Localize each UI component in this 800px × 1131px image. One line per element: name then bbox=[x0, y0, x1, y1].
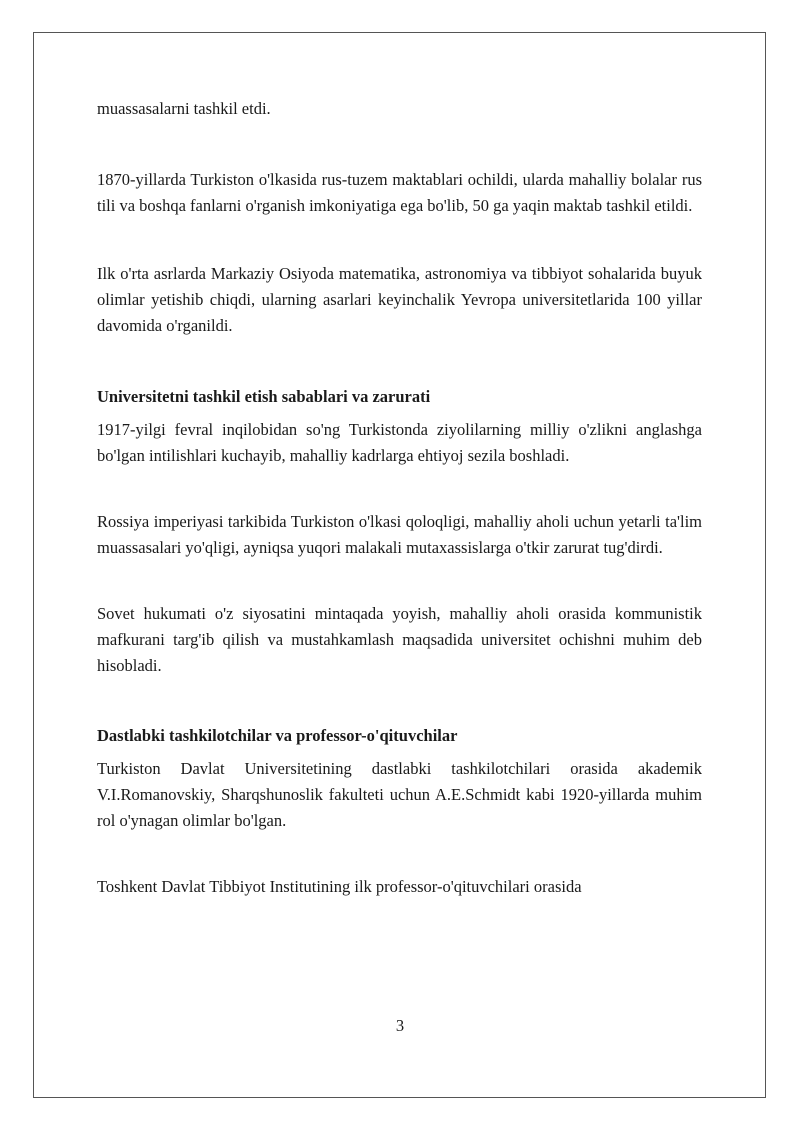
paragraph-3: Ilk o'rta asrlarda Markaziy Osiyoda matematika, astronomiya va tibbiyot sohalarida buyuk olimlar yetishib chiqdi, ularning asarlari keyinchalik Yevropa universitetlarida 100 yillar davomida o'rganildi. bbox=[97, 264, 702, 335]
section-heading-reasons: Universitetni tashkil etish sabablari va zarurati bbox=[97, 387, 431, 406]
paragraph-7: Turkiston Davlat Universitetining dastlabki tashkilotchilari orasida akademik V.I.Romanovskiy, Sharqshunoslik fakulteti uchun A.E.Schmidt kabi 1920-yillarda muhim rol o'ynagan olimlar bo'lgan. bbox=[97, 759, 702, 830]
paragraph-4: 1917-yilgi fevral inqilobidan so'ng Turkistonda ziyolilarning milliy o'zlikni anglashga bo'lgan intilishlari kuchayib, mahalliy kadrlarga ehtiyoj sezila boshladi. bbox=[97, 420, 702, 465]
page-number: 3 bbox=[395, 1016, 405, 1035]
section-heading-organizers: Dastlabki tashkilotchilar va professor-o'qituvchilar bbox=[97, 726, 458, 745]
paragraph-1: muassasalarni tashkil etdi. bbox=[97, 99, 271, 118]
paragraph-6: Sovet hukumati o'z siyosatini mintaqada yoyish, mahalliy aholi orasida kommunistik mafkurani targ'ib qilish va mustahkamlash maqsadida universitet ochishni muhim deb hisobladi. bbox=[97, 604, 702, 675]
paragraph-5: Rossiya imperiyasi tarkibida Turkiston o'lkasi qoloqligi, mahalliy aholi uchun yetarli ta'lim muassasalari yo'qligi, ayniqsa yuqori malakali mutaxassislarga o'tkir zarurat tug'dirdi. bbox=[97, 512, 702, 557]
paragraph-2: 1870-yillarda Turkiston o'lkasida rus-tuzem maktablari ochildi, ularda mahalliy bolalar rus tili va boshqa fanlarni o'rganish imkoniyatiga ega bo'lib, 50 ga yaqin maktab tashkil etildi. bbox=[97, 170, 702, 215]
document-body bbox=[97, 96, 702, 900]
paragraph-8: Toshkent Davlat Tibbiyot Institutining ilk professor-o'qituvchilari orasida bbox=[97, 877, 582, 896]
